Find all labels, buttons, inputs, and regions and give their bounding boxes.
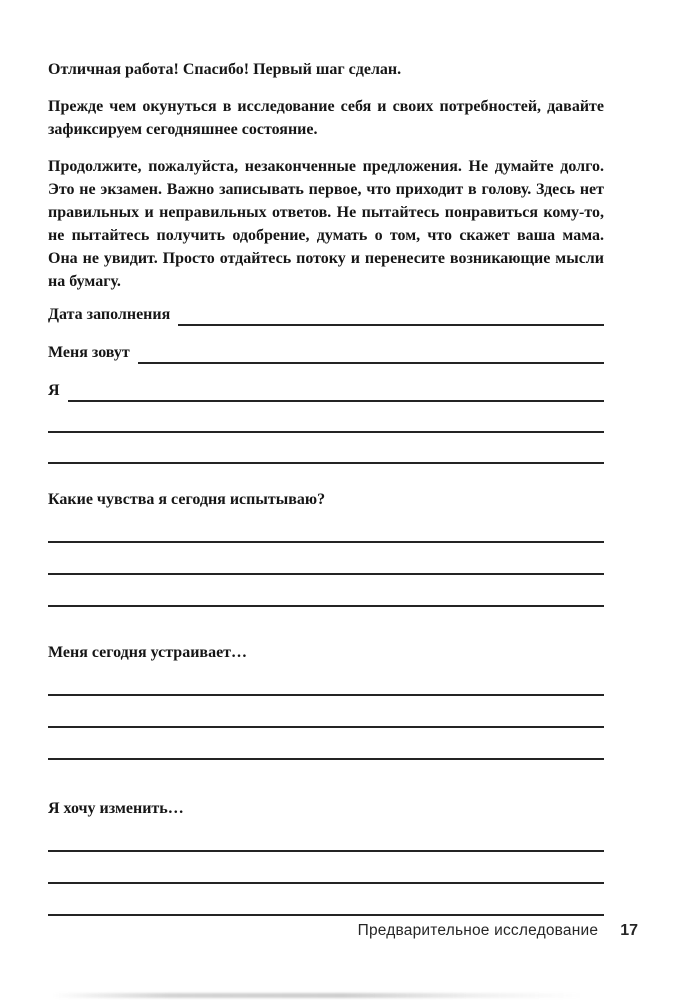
- text-line: правильных и неправильных ответов. Не пытайтесь понравиться кому-то,: [48, 204, 604, 221]
- text-line: Продолжите, пожалуйста, незаконченные предложения. Не думайте долго.: [48, 158, 604, 175]
- write-line: [48, 402, 604, 433]
- date-write-line: [178, 302, 604, 326]
- intro-paragraph-3: [48, 155, 604, 293]
- write-line: [48, 575, 604, 607]
- text-line: Отличная работа! Спасибо! Первый шаг сделан.: [48, 61, 402, 78]
- page-content: [48, 0, 604, 916]
- name-field-label: Меня зовут: [48, 344, 130, 361]
- prompt-question-satisfied: Меня сегодня устраивает…: [48, 644, 248, 661]
- page-number: 17: [620, 922, 638, 939]
- text-line: зафиксируем сегодняшнее состояние.: [48, 121, 318, 138]
- i-am-field-row: [48, 378, 604, 402]
- text-line: не пытайтесь получить одобрение, думать о том, что скажет ваша мама.: [48, 227, 604, 244]
- text-line: Прежде чем окунуться в исследование себя и своих потребностей, давайте: [48, 98, 604, 115]
- date-field-label: Дата заполнения: [48, 306, 171, 323]
- text-line: на бумагу.: [48, 273, 121, 290]
- i-am-write-line: [68, 378, 604, 402]
- write-line: [48, 543, 604, 575]
- write-line: [48, 511, 604, 543]
- page-footer: [358, 922, 638, 940]
- write-line: [48, 433, 604, 464]
- intro-paragraph-1: [48, 58, 604, 81]
- prompt-question-feelings: Какие чувства я сегодня испытываю?: [48, 491, 326, 508]
- prompt-question-change: Я хочу изменить…: [48, 800, 184, 817]
- write-line: [48, 696, 604, 728]
- name-field-row: [48, 340, 604, 364]
- text-line: Она не увидит. Просто отдайтесь потоку и перенесите возникающие мысли: [48, 250, 604, 267]
- write-line: [48, 664, 604, 696]
- write-line: [48, 820, 604, 852]
- date-field-row: [48, 302, 604, 326]
- i-am-field-label: Я: [48, 382, 60, 399]
- intro-paragraph-2: [48, 95, 604, 141]
- name-write-line: [138, 340, 604, 364]
- text-line: Это не экзамен. Важно записывать первое, что приходит в голову. Здесь нет: [48, 181, 604, 198]
- write-line: [48, 728, 604, 760]
- write-line: [48, 852, 604, 884]
- footer-section-title: Предварительное исследование: [357, 922, 599, 939]
- page-edge-shadow: [52, 993, 582, 998]
- write-line: [48, 884, 604, 916]
